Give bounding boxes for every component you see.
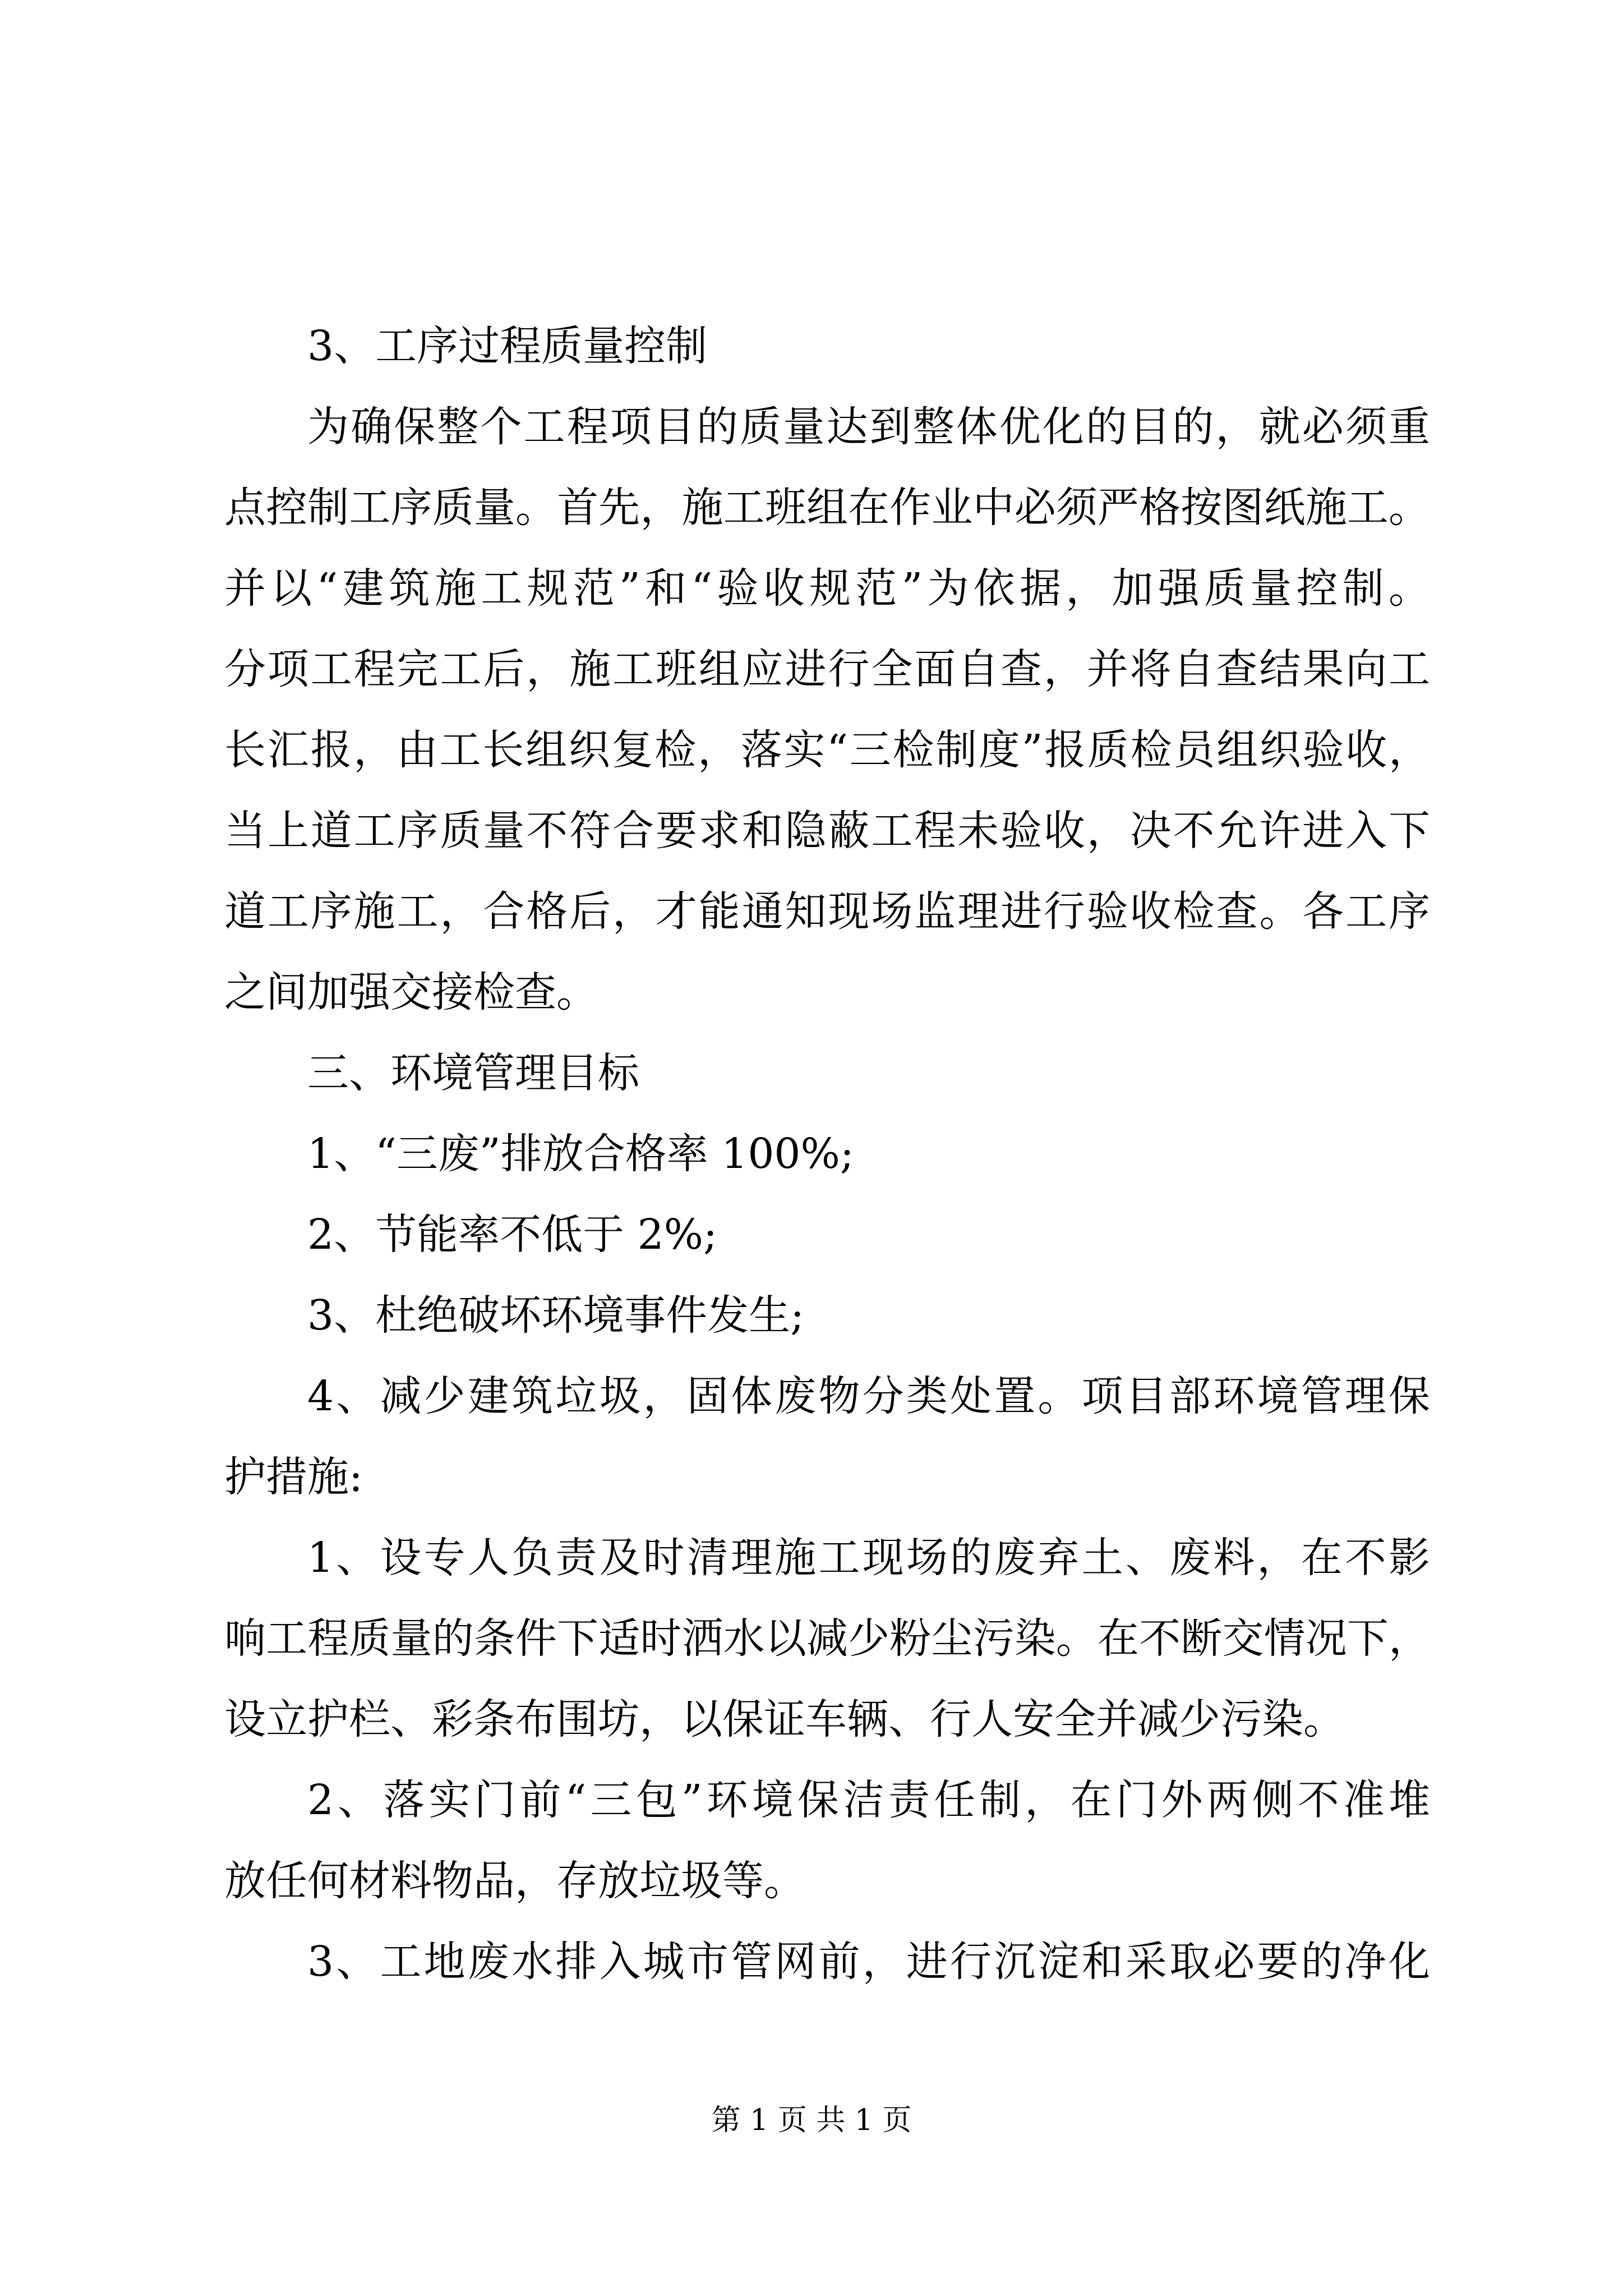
list-item: 2、落实门前“三包”环境保洁责任制，在门外两侧不准堆 [307, 1776, 1430, 1824]
section-heading: 三、环境管理目标 [307, 1049, 639, 1097]
list-item: 4、减少建筑垃圾，固体废物分类处置。项目部环境管理保 [307, 1372, 1430, 1420]
text-line: 并以“建筑施工规范”和“验收规范”为依据，加强质量控制。 [224, 564, 1430, 613]
text-line: 长汇报，由工长组织复检，落实“三检制度”报质检员组织验收， [224, 726, 1430, 774]
list-item: 3、工地废水排入城市管网前，进行沉淀和采取必要的净化 [307, 1938, 1430, 1986]
text-line: 当上道工序质量不符合要求和隐蔽工程未验收，决不允许进入下 [224, 807, 1430, 855]
text-line: 为确保整个工程项目的质量达到整体优化的目的，就必须重 [307, 403, 1430, 451]
list-item: 1、设专人负责及时清理施工现场的废弃土、废料，在不影 [307, 1534, 1430, 1582]
document-body [224, 306, 1430, 2002]
text-line: 放任何材料物品，存放垃圾等。 [224, 1857, 805, 1905]
list-item: 2、节能率不低于 2%; [307, 1211, 717, 1259]
page-number-footer: 第 1 页 共 1 页 [711, 2104, 912, 2137]
text-line: 设立护栏、彩条布围坊，以保证车辆、行人安全并减少污染。 [224, 1695, 1345, 1743]
text-line: 分项工程完工后，施工班组应进行全面自查，并将自查结果向工 [224, 645, 1430, 693]
text-line: 护措施: [224, 1453, 363, 1501]
list-item: 1、“三废”排放合格率 100%; [307, 1130, 854, 1178]
text-line: 点控制工序质量。首先，施工班组在作业中必须严格按图纸施工。 [224, 484, 1430, 532]
text-line: 响工程质量的条件下适时洒水以减少粉尘污染。在不断交情况下， [224, 1614, 1430, 1663]
text-line: 之间加强交接检查。 [224, 968, 598, 1016]
text-line: 3、工序过程质量控制 [307, 322, 708, 370]
text-line: 道工序施工，合格后，才能通知现场监理进行验收检查。各工序 [224, 887, 1430, 936]
list-item: 3、杜绝破坏环境事件发生; [307, 1291, 805, 1340]
